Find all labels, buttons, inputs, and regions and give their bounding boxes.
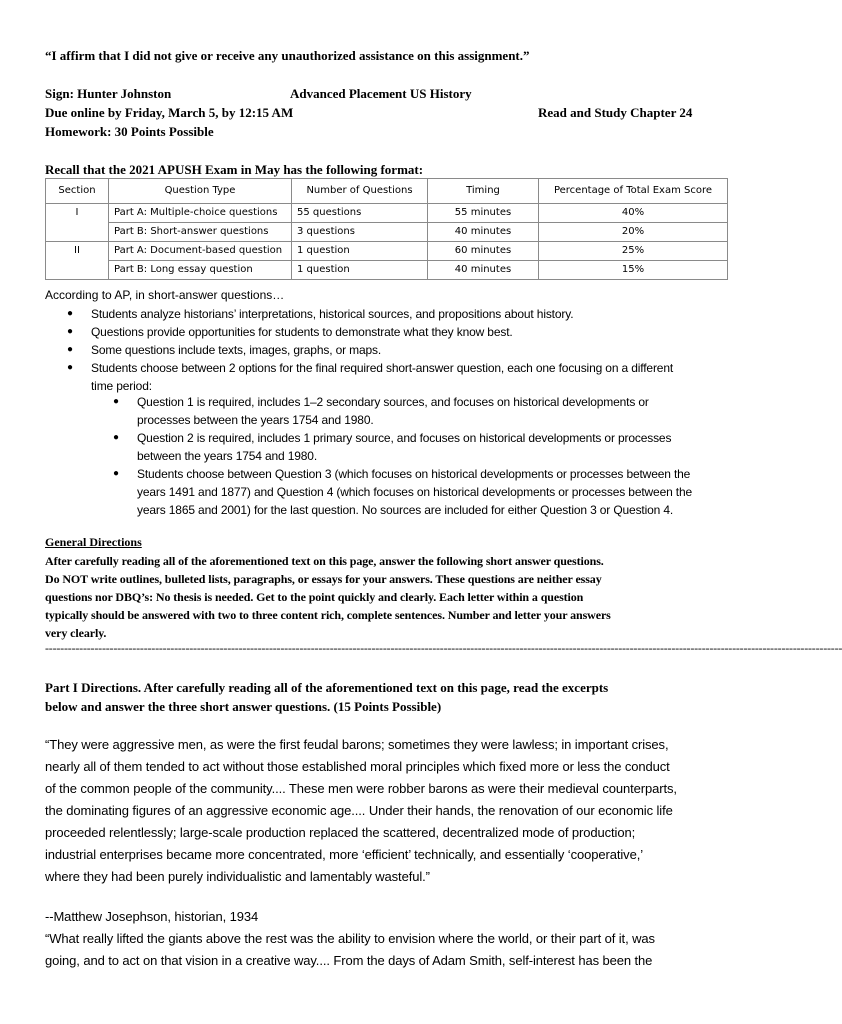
list-item (67, 305, 731, 323)
table-cell (46, 223, 109, 242)
list-item (67, 323, 731, 341)
quote-josephson (45, 734, 677, 888)
general-directions-text (45, 552, 611, 642)
list-item-text: processes between the years 1754 and 1980. (137, 413, 374, 427)
table-header: Question Type (109, 179, 292, 204)
text-line: Do NOT write outlines, bulleted lists, paragraphs, or essays for your answers. These questions are neither essay (45, 572, 602, 586)
table-cell: 3 questions (292, 223, 428, 242)
table-cell: 1 question (292, 242, 428, 261)
table-cell: Part B: Long essay question (109, 261, 292, 280)
text-line: where they had been purely individualistic and lamentably wasteful.” (45, 869, 430, 884)
table-cell: Part A: Multiple-choice questions (109, 204, 292, 223)
table-cell: Part A: Document-based question (109, 242, 292, 261)
table-header: Timing (428, 179, 539, 204)
sign-line: Sign: Hunter Johnston (45, 86, 172, 101)
quote-attribution: --Matthew Josephson, historian, 1934 (45, 909, 259, 924)
list-item-text: Some questions include texts, images, graphs, or maps. (91, 343, 382, 357)
bullet-list (67, 305, 731, 395)
table-cell: 40 minutes (428, 223, 539, 242)
text-line: After carefully reading all of the aforementioned text on this page, answer the following short answer questions. (45, 554, 604, 568)
table-row (46, 242, 728, 261)
text-line: the dominating figures of an aggressive economic age.... Under their hands, the renovation of our economic life (45, 803, 673, 818)
text-line: industrial enterprises became more concentrated, more ‘efficient’ technically, and essentially ‘cooperative,’ (45, 847, 643, 862)
according-intro: According to AP, in short-answer questions… (45, 288, 285, 302)
table-row (46, 261, 728, 280)
course-name: Advanced Placement US History (290, 86, 472, 101)
text-line: “They were aggressive men, as were the first feudal barons; sometimes they were lawless; in important crises, (45, 737, 669, 752)
text-line: typically should be answered with two to three content rich, complete sentences. Number and letter your answers (45, 608, 611, 622)
text-line: questions nor DBQ’s: No thesis is needed. Get to the point quickly and clearly. Each letter within a question (45, 590, 584, 604)
text-line: “What really lifted the giants above the rest was the ability to envision where the world, or their part of it, was (45, 931, 655, 946)
homework-points: Homework: 30 Points Possible (45, 124, 214, 139)
bullet-icon: ● (67, 362, 73, 373)
bullet-icon: ● (113, 396, 119, 407)
list-item-text: years 1491 and 1877) and Question 4 (which focuses on historical developments or processes between the (137, 485, 693, 499)
list-item-text: years 1865 and 2001) for the last question. No sources are included for either Question 3 or Question 4. (137, 503, 674, 517)
text-line: Part I Directions. After carefully reading all of the aforementioned text on this page, read the excerpts (45, 680, 609, 695)
separator-line: ------------------------------------------------------------------------------------------------------------------------------------------------------------------------------------------------------------------ (45, 641, 842, 655)
bullet-icon: ● (67, 326, 73, 337)
bullet-icon: ● (67, 308, 73, 319)
list-item-text: Question 1 is required, includes 1–2 secondary sources, and focuses on historical developments or (137, 395, 649, 409)
list-item-text: time period: (91, 379, 152, 393)
list-item-text: Students analyze historians’ interpretations, historical sources, and propositions about history. (91, 307, 574, 321)
list-item-text: between the years 1754 and 1980. (137, 449, 318, 463)
recall-line: Recall that the 2021 APUSH Exam in May has the following format: (45, 162, 424, 177)
table-header: Number of Questions (292, 179, 428, 204)
table-cell: 20% (539, 223, 728, 242)
list-item-continuation (137, 501, 737, 519)
bullet-icon: ● (113, 468, 119, 479)
list-item-text: Question 2 is required, includes 1 primary source, and focuses on historical developments or processes (137, 431, 672, 445)
table-cell: I (46, 204, 109, 223)
text-line: nearly all of them tended to act without those established moral principles which fixed more or less the conduct (45, 759, 670, 774)
table-cell: 60 minutes (428, 242, 539, 261)
affirmation: “I affirm that I did not give or receive any unauthorized assistance on this assignment.” (45, 48, 530, 63)
list-item (113, 429, 737, 447)
list-item (67, 359, 731, 377)
table-cell: 40 minutes (428, 261, 539, 280)
list-item-continuation (137, 447, 737, 465)
text-line: very clearly. (45, 626, 107, 640)
list-item-text: Students choose between Question 3 (which focuses on historical developments or processes between the (137, 467, 691, 481)
table-cell: 15% (539, 261, 728, 280)
table-row (46, 204, 728, 223)
table-cell: Part B: Short-answer questions (109, 223, 292, 242)
list-item-text: Questions provide opportunities for students to demonstrate what they know best. (91, 325, 513, 339)
table-cell (46, 261, 109, 280)
part1-directions (45, 678, 608, 716)
text-line: going, and to act on that vision in a creative way.... From the days of Adam Smith, self-interest has been the (45, 953, 653, 968)
reading-assignment: Read and Study Chapter 24 (538, 105, 693, 120)
table-cell: 25% (539, 242, 728, 261)
due-date: Due online by Friday, March 5, by 12:15 AM (45, 105, 294, 120)
sub-bullet-list (113, 393, 737, 519)
text-line: of the common people of the community.... These men were robber barons as were their medieval counterparts, (45, 781, 677, 796)
table-cell: 55 questions (292, 204, 428, 223)
text-line: proceeded relentlessly; large-scale production replaced the scattered, decentralized mode of production; (45, 825, 636, 840)
table-header: Section (46, 179, 109, 204)
general-directions-heading: General Directions (45, 535, 142, 549)
quote-second (45, 928, 655, 972)
bullet-icon: ● (113, 432, 119, 443)
table-cell: 1 question (292, 261, 428, 280)
list-item (67, 341, 731, 359)
text-line: below and answer the three short answer questions. (15 Points Possible) (45, 699, 442, 714)
list-item-continuation (137, 483, 737, 501)
bullet-icon: ● (67, 344, 73, 355)
list-item-continuation (137, 411, 737, 429)
exam-format-table (45, 178, 728, 280)
list-item (113, 393, 737, 411)
table-cell: 40% (539, 204, 728, 223)
list-item (113, 465, 737, 483)
table-header: Percentage of Total Exam Score (539, 179, 728, 204)
list-item-text: Students choose between 2 options for the final required short-answer question, each one focusing on a different (91, 361, 674, 375)
table-cell: 55 minutes (428, 204, 539, 223)
table-row (46, 223, 728, 242)
table-header-row (46, 179, 728, 204)
table-cell: II (46, 242, 109, 261)
